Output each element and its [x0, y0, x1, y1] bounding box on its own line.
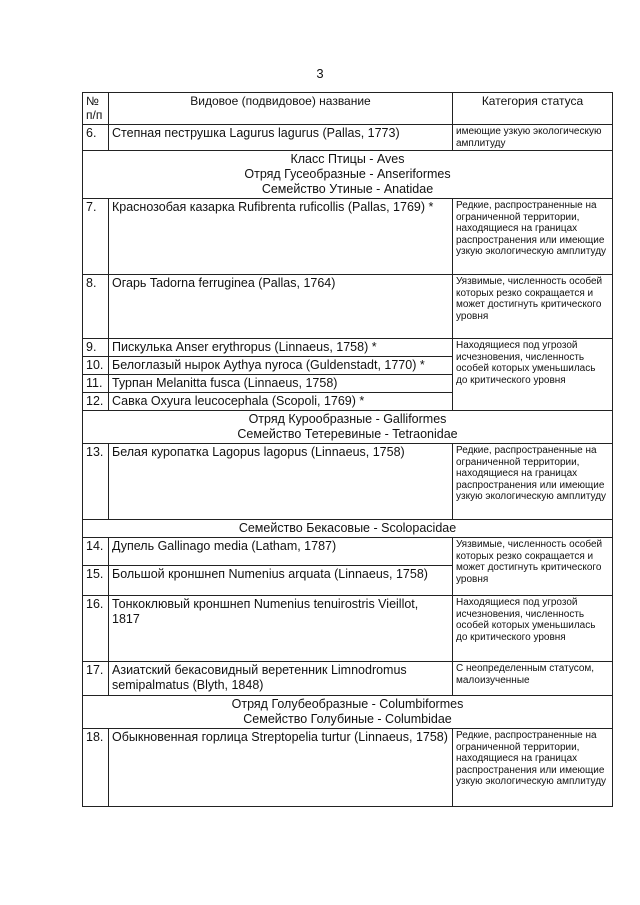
class-heading: Класс Птицы - Aves	[290, 152, 405, 166]
status-category: Уязвимые, численность особей которых резко сокращается и может достигнуть критического уровня	[453, 538, 613, 596]
table-row	[83, 125, 613, 151]
order-heading: Отряд Голубеобразные - Columbiformes	[231, 697, 464, 711]
species-name: Краснозобая казарка Rufibrenta ruficollis (Pallas, 1769) *	[109, 199, 453, 275]
row-num: 18.	[83, 729, 109, 807]
table-row	[83, 596, 613, 662]
status-category: С неопределенным статусом, малоизученные	[453, 662, 613, 696]
row-num: 10.	[83, 357, 109, 375]
order-heading: Отряд Гусеобразные - Anseriformes	[244, 167, 451, 181]
species-name: Турпан Melanitta fusca (Linnaeus, 1758)	[109, 375, 453, 393]
species-name: Степная пеструшка Lagurus lagurus (Pallas, 1773)	[109, 125, 453, 151]
family-heading: Семейство Тетеревиные - Tetraonidae	[237, 427, 458, 441]
group-heading	[83, 520, 613, 538]
row-num: 17.	[83, 662, 109, 696]
species-name: Азиатский бекасовидный веретенник Limnodromus semipalmatus (Blyth, 1848)	[109, 662, 453, 696]
table-row	[83, 199, 613, 275]
row-num: 11.	[83, 375, 109, 393]
row-num: 6.	[83, 125, 109, 151]
species-name: Савка Oxyura leucocephala (Scopoli, 1769) *	[109, 393, 453, 411]
row-num: 16.	[83, 596, 109, 662]
row-num: 7.	[83, 199, 109, 275]
row-num: 14.	[83, 538, 109, 566]
order-heading: Отряд Курообразные - Galliformes	[248, 412, 447, 426]
page-number: 3	[316, 66, 324, 81]
species-name: Пискулька Anser erythropus (Linnaeus, 1758) *	[109, 339, 453, 357]
table-row	[83, 538, 613, 566]
status-category: Редкие, распространенные на ограниченной территории, находящиеся на границах распространения или имеющие узкую экологическую амплитуду	[453, 444, 613, 520]
group-heading-row	[83, 411, 613, 444]
header-status: Категория статуса	[453, 93, 613, 125]
species-table	[82, 92, 613, 807]
status-category: Редкие, распространенные на ограниченной территории, находящиеся на границах распространения или имеющие узкую экологическую амплитуду	[453, 199, 613, 275]
group-heading-row	[83, 520, 613, 538]
table-row	[83, 275, 613, 339]
status-category: Находящиеся под угрозой исчезновения, численность особей которых уменьшилась до критического уровня	[453, 596, 613, 662]
species-name: Дупель Gallinago media (Latham, 1787)	[109, 538, 453, 566]
group-heading-row	[83, 151, 613, 199]
group-heading	[83, 151, 613, 199]
table-row	[83, 662, 613, 696]
status-category: Редкие, распространенные на ограниченной территории, находящиеся на границах распространения или имеющие узкую экологическую амплитуду	[453, 729, 613, 807]
group-heading	[83, 696, 613, 729]
row-num: 8.	[83, 275, 109, 339]
family-heading: Семейство Утиные - Anatidae	[261, 182, 434, 196]
row-num: 12.	[83, 393, 109, 411]
status-category: Находящиеся под угрозой исчезновения, численность особей которых уменьшилась до критического уровня	[453, 339, 613, 411]
family-heading: Семейство Голубиные - Columbidae	[243, 712, 452, 726]
species-name: Большой кроншнеп Numenius arquata (Linnaeus, 1758)	[109, 566, 453, 596]
header-num: № п/п	[83, 93, 109, 125]
species-name: Белая куропатка Lagopus lagopus (Linnaeus, 1758)	[109, 444, 453, 520]
species-name: Обыкновенная горлица Streptopelia turtur (Linnaeus, 1758)	[109, 729, 453, 807]
family-heading: Семейство Бекасовые - Scolopacidae	[238, 521, 457, 535]
status-category: имеющие узкую экологическую амплитуду	[453, 125, 613, 151]
row-num: 15.	[83, 566, 109, 596]
table-row	[83, 444, 613, 520]
group-heading	[83, 411, 613, 444]
status-category: Уязвимые, численность особей которых резко сокращается и может достигнуть критического уровня	[453, 275, 613, 339]
header-name: Видовое (подвидовое) название	[109, 93, 453, 125]
table-row	[83, 729, 613, 807]
row-num: 9.	[83, 339, 109, 357]
row-num: 13.	[83, 444, 109, 520]
table-header-row	[83, 93, 613, 125]
group-heading-row	[83, 696, 613, 729]
species-name: Белоглазый нырок Aythya nyroca (Guldenstadt, 1770) *	[109, 357, 453, 375]
species-name: Огарь Tadorna ferruginea (Pallas, 1764)	[109, 275, 453, 339]
table-row	[83, 339, 613, 357]
species-name: Тонкоклювый кроншнеп Numenius tenuirostris Vieillot, 1817	[109, 596, 453, 662]
